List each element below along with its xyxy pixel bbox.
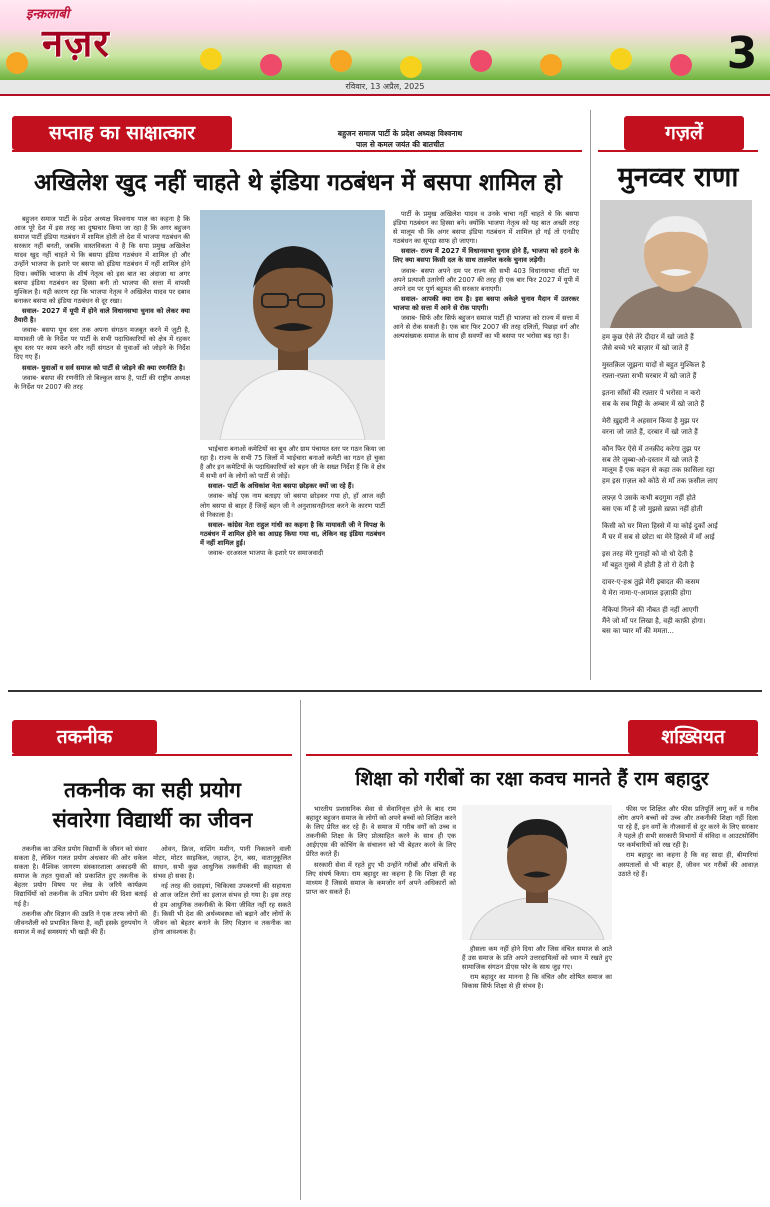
paragraph: फीस पर शिक्षित और फीस प्रतिपूर्ति लागू करें व गरीब लोग अपने बच्चों को उच्च और तकनीकी शिक्षा नहीं दिला पा रहे हैं, इन वर्गों के नौजवानों से दूर करने के लिए सरकार ने पहले ही सभी सरकारी विभागों में संविदा व आउटसोर्सिंग पर कर्मचारियों को रख रही है। [618,805,758,850]
interview-photo [200,210,385,440]
section-label-ghazal: गज़लें [624,116,744,150]
flower-decoration [200,48,222,70]
tech-headline [10,775,295,835]
column-divider [300,700,301,1200]
tech-column-2 [153,845,291,1200]
flower-decoration [670,54,692,76]
paragraph: जवाब- कोई एक नाम बताइए जो बसपा छोड़कर गया हो, हाँ आज वही लोग बसपा से बाहर हैं जिन्हें बहन जी ने अनुशासनहीनता करने के कारण पार्टी से निकाला है। [200,492,385,519]
couplet: मुस्तक़िल जूझना यादों से बहुत मुश्किल है रफ़्ता-रफ़्ता सभी घरबार में खो जाते हैं [602,361,706,380]
paragraph: सवाल- पार्टी के अधिकांश नेता बसपा छोड़कर क्यों जा रहे हैं। [208,482,354,491]
profile-column-3 [618,805,758,1200]
flower-decoration [260,54,282,76]
paragraph: सवाल- राज्य में 2027 में विधानसभा चुनाव होने हैं, भाजपा को हराने के लिए क्या बसपा किसी दल के साथ तालमेल करके चुनाव लड़ेगी। [393,247,579,265]
column-divider [590,110,591,680]
couplet: इस तरह मेरे गुनाहों को वो धो देती है माँ बहुत ग़ुस्से में होती है तो रो देती है [602,550,695,569]
paragraph: तकनीक का उचित प्रयोग विद्यार्थी के जीवन को संवार सकता है, लेकिन गलत प्रयोग अंधकार की ओर धकेल सकता है। वैश्विक जागरण संस्कारशाला अकादमी की समाज के तहत युवाओं को प्रकाशित हुए तकनीक के बेहतर प्रयोग विषय पर लेख के जरिये कार्यक्रम विद्यार्थियों को तकनीक के उचित प्रयोग की दिशा बताई गई है। [14,845,147,908]
paragraph: जवाब- दरअसल भाजपा के इशारे पर समाजवादी [208,549,324,558]
couplet: कौन फिर ऐसे में तनक़ीद करेगा तुझ पर सब तेरे जुब्बा-ओ-दस्तार में खो जाते हैं मालूम हैं एक कहन से कहा तक फ़ासिला रहा हम इस ग़ज़ल को कोठे से माँ तक फ़सील लाए [602,445,718,485]
poet-name: मुनव्वर राणा [617,162,739,193]
couplet: दावर-ए-हश्र तुझे मेरी इबादत की कसम ये मेरा नामा-ए-आमाल इज़ाफ़ी होगा [602,578,700,597]
paragraph: तकनीक और विज्ञान की उन्नति ने एक तरफ लोगों की जीवनशैली को प्रभावित किया है, वहीं इसके दुरुपयोग ने समाज में कई समस्याएं भी खड़ी की हैं। [14,909,147,936]
paragraph: ओवन, फ्रिज, वाशिंग मशीन, पानी निकालने वाली मोटर, मोटर साइकिल, जहाज, ट्रेन, बस, वातानुकूलित साधन, सभी कुछ आधुनिक तकनीकी की सहायता से संभव हो सका है। [153,845,291,881]
flower-decoration [400,56,422,78]
paragraph: जवाब- सिर्फ और सिर्फ बहुजन समाज पार्टी ही भाजपा को राज्य में सत्ता में आने से रोक सकती है। एक बार फिर 2007 की तरह दलितों, पिछड़ा वर्ग और अल्पसंख्यक समाज के साथ ही सवर्णों का भी बसपा पर भरोसा बढ़ रहा है। [393,314,579,341]
poet-portrait-illustration [600,200,752,328]
interview-headline: अखिलेश खुद नहीं चाहते थे इंडिया गठबंधन में बसपा शामिल हो [34,170,562,196]
brand-tagline: इन्क़लाबी [26,7,70,22]
section-rule [598,150,758,152]
couplet: नेकियां गिनने की नौबत ही नहीं आएगी मैंने जो माँ पर लिखा है, वही काफ़ी होगा। बस का प्यार माँ की ममता... [602,606,706,635]
interview-column-1 [14,215,190,670]
paragraph: बहुजन समाज पार्टी के प्रदेश अध्यक्ष विश्वनाथ पाल का कहना है कि आज पूरे देश में इस तरह का दुष्प्रचार किया जा रहा है कि अगर बहुजन समाज पार्टी इंडिया गठबंधन में शामिल होती तो देश में भाजपा गठबंधन की सरकार नहीं बनती, जबकि वास्तविकता ये है कि सपा प्रमुख अखिलेश यादव खुद नहीं चाहते थे कि बसपा इंडिया गठबंधन में शामिल हो और उन्होंने भाजपा के इशारे पर बसपा को इंडिया गठबंधन में नहीं शामिल होने दिया। क्योंकि भाजपा के शीर्ष नेतृत्व को इस बात का अंदाजा था अगर बसपा इंडिया गठबंधन का हिस्सा बनी तो भाजपा की सत्ता में वापसी मुश्किल है। यही कारण रहा कि भाजपा नेतृत्व ने अखिलेश यादव पर दबाव बनाकर बसपा को इंडिया गठबंधन से दूर रखा। [14,215,190,305]
paragraph: जवाब- बसपा यूथ स्तर तक अपना संगठन मजबूत करने में जुटी है, मायावती जी के निर्देश पर पार्टी के सभी पदाधिकारियों को क्षेत्र में रहकर बूथ स्तर पर काम करने और नहीं संगठन से युवाओं को जोड़ने के निर्देश दिए गए हैं। [14,326,190,362]
brand-logo: नज़र [42,21,110,65]
profile-portrait-illustration [462,805,612,940]
section-rule [12,754,292,756]
profile-column-2 [462,945,612,1200]
tech-headline-line-2: संवारेगा विद्यार्थी का जीवन [52,808,253,832]
masthead [0,0,770,80]
deck-line-2: पाल से कमल जयंत की बातचीत [355,140,445,149]
section-rule [306,754,758,756]
paragraph: जवाब- बसपा अपने दम पर राज्य की सभी 403 विधानसभा सीटों पर अपने प्रत्याशी उतारेगी और 2007 की तरह ही एक बार फिर 2027 में यूपी में अपने दम पर पूर्ण बहुमत की सरकार बनाएगी। [393,266,579,293]
paragraph: नई तरह की दवाइयां, चिकित्सा उपकरणों की सहायता से आज जटिल रोगों का इलाज संभव हो गया है। इस तरह से हम आधुनिक तकनीकी के बिना जीवित नहीं रह सकते हैं। किसी भी देश की अर्थव्यवस्था को बढ़ाने और लोगों के जीवन को बेहतर बनाने के लिए विज्ञान व तकनीक का होना आवश्यक है। [153,882,291,936]
section-label-profile: शख़्सियत [628,720,758,754]
paragraph: राम बहादुर का मानना है कि वंचित और शोषित समाज का विकास सिर्फ शिक्षा से ही संभव है। [462,973,612,991]
profile-photo [462,805,612,940]
paragraph: सरकारी सेवा में रहते हुए भी उन्होंने गरीबों और वंचितों के लिए संघर्ष किया। राम बहादुर का कहना है कि शिक्षा ही वह माध्यम है जिससे समाज के कमजोर वर्ग अपने अधिकारों को प्राप्त कर सकते हैं। [306,860,456,896]
tech-headline-line-1: तकनीक का सही प्रयोग [64,778,241,802]
paragraph: सवाल- युवाओं व सर्व समाज को पार्टी से जोड़ने की क्या रणनीति है। [22,363,185,372]
paragraph: सवाल- आपकी क्या राय है। इस बसपा अकेले चुनाव मैदान में उतरकर भाजपा को सत्ता में आने से रोक पाएगी। [393,294,579,312]
interview-column-2 [200,445,385,670]
paragraph: सवाल- 2027 में यूपी में होने वाले विधानसभा चुनाव को लेकर क्या तैयारी है। [14,306,190,325]
deck-line-1: बहुजन समाज पार्टी के प्रदेश अध्यक्ष विश्वनाथ [337,129,463,138]
paragraph: पार्टी के प्रमुख अखिलेश यादव व उनके चाचा नहीं चाहते थे कि बसपा इंडिया गठबंधन का हिस्सा बने। क्योंकि भाजपा नेतृत्व को यह बात अच्छी तरह से मालूम थी कि अगर बसपा इंडिया गठबंधन में शामिल हो गई तो एनडीए गठबंधन का सूपड़ा साफ हो जाएगा। [393,210,579,246]
page-number: 3 [726,28,758,79]
flower-decoration [540,54,562,76]
interview-column-3 [393,210,579,670]
couplet: हम कुछ ऐसे तेरे दीदार में खो जाते हैं जैसे बच्चे भरे बाज़ार में खो जाते हैं [602,333,694,352]
flower-decoration [610,48,632,70]
paragraph: हौसला कम नहीं होने दिया और जिस वंचित समाज से आते हैं उस समाज के प्रति अपने उत्तरदायित्वों को ध्यान में रखते हुए सामाजिक संगठन डीएस फोर के साथ जुड़ गए। [462,945,612,972]
couplet: इतना साँसों की रफ़्तार पे भरोसा न करो सब के सब मिट्टी के अम्बार में खो जाते हैं [602,389,705,408]
profile-column-1 [306,805,456,1200]
section-separator [8,690,762,692]
couplet: लफ़्ज़ पे उसके कभी बदगुमा नहीं होते बस एक माँ है जो मुझसे ख़फ़ा नहीं होती [602,494,703,513]
tech-column-1 [14,845,147,1200]
poet-photo [600,200,752,328]
interview-deck [300,128,500,150]
section-label-tech: तकनीक [12,720,157,754]
date-line: रविवार, 13 अप्रैल, 2025 [0,80,770,96]
flower-decoration [6,52,28,74]
paragraph: भाईचारा बनाओ कमेटियों का बूथ और ग्राम पंचायत स्तर पर गठन किया जा रहा है। राज्य के सभी 75 जिलों में भाईचारा बनाओ कमेटी का गठन हो चुका है और इन कमेटियों के पदाधिकारियों को बहन जी के सख्त निर्देश हैं कि वे क्षेत्र में सभी वर्ग के लोगों को पार्टी से जोड़ें। [200,445,385,481]
paragraph: जवाब- बसपा की रणनीति तो बिल्कुल साफ है, पार्टी की राष्ट्रीय अध्यक्ष के निर्देश पर 2007 की तरह [14,373,190,391]
portrait-illustration [200,210,385,440]
paragraph: सवाल- कांग्रेस नेता राहुल गांधी का कहना है कि मायावती जी ने विपक्ष के गठबंधन में शामिल होने का आग्रह किया गया था, लेकिन वह इंडिया गठबंधन में नहीं शामिल हुईं। [200,520,385,547]
flower-decoration [330,50,352,72]
profile-headline: शिक्षा को गरीबों का रक्षा कवच मानते हैं राम बहादुर [355,768,709,790]
ghazal-couplets [602,332,758,677]
section-label-interview: सप्ताह का साक्षात्कार [12,116,232,150]
paragraph: राम बहादुर का कहना है कि वह सादा ही, बीमारियां अस्पतालों से भी बाहर हैं, जीवन भर गरीबों की आवाज़ उठाते रहे हैं। [618,851,758,878]
couplet: मेरी ख़ुद्दारी ने अहसान किया है मुझ पर वरना जो जाते हैं, दरबार में खो जाते हैं [602,417,699,436]
flower-decoration [470,50,492,72]
section-rule [12,150,582,152]
couplet: किसी को घर मिला हिस्से में या कोई दुकाँ आई मैं घर में सब से छोटा था मेरे हिस्से में माँ आई [602,522,718,541]
paragraph: भारतीय प्रशासनिक सेवा से सेवानिवृत्त होने के बाद राम बहादुर बहुजन समाज के लोगों को अपने बच्चों को शिक्षित करने के लिए प्रेरित कर रहे हैं। वे समाज में गरीब वर्गों को उच्च व तकनीकी शिक्षा के लिए प्रोत्साहित करने के साथ ही एक आईएएस की कोचिंग के संचालन को भी बेहतर करने के लिए प्रेरित करते हैं। [306,805,456,859]
